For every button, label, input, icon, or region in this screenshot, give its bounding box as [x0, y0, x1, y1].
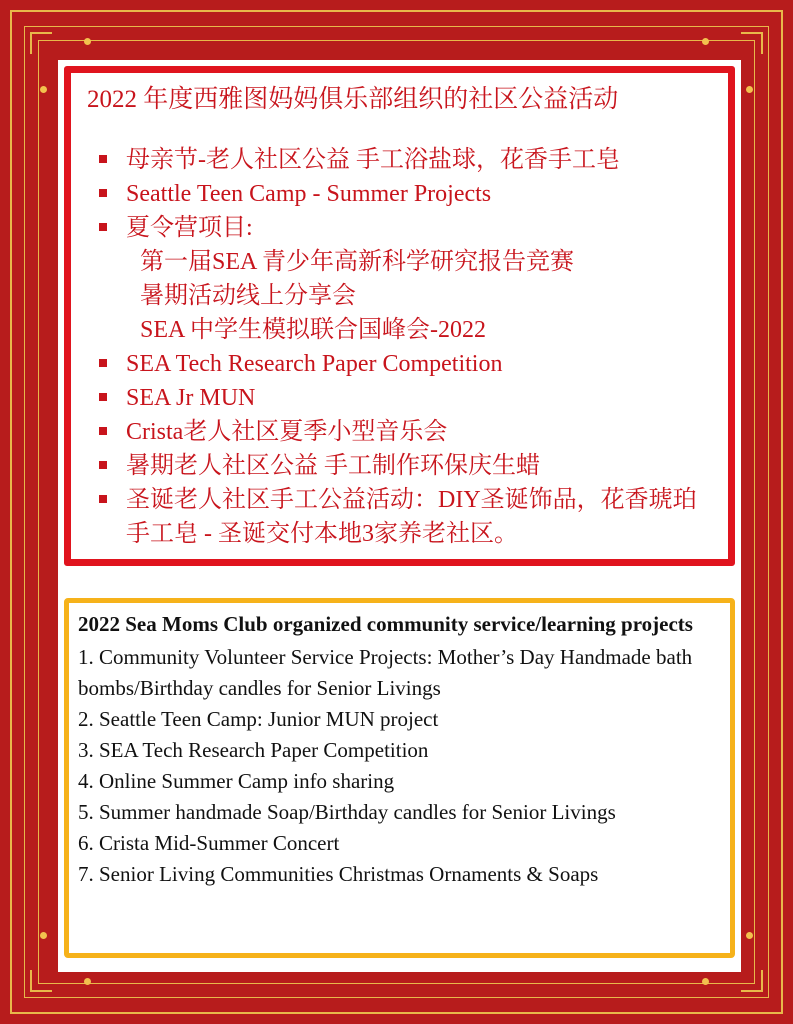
chinese-title: 2022 年度西雅图妈妈俱乐部组织的社区公益活动 [87, 86, 619, 113]
gold-dot [746, 86, 753, 93]
sub-list-item: SEA 中学生模拟联合国峰会-2022 [140, 317, 487, 343]
list-item: 4. Online Summer Camp info sharing [78, 769, 395, 793]
gold-dot [84, 38, 91, 45]
corner-ornament-bottom-right [741, 970, 763, 992]
square-bullet-icon [99, 359, 107, 367]
list-item: 暑期老人社区公益 手工制作环保庆生蜡 [87, 449, 718, 483]
list-item: 7. Senior Living Communities Christmas Ornaments & Soaps [78, 862, 599, 886]
list-item: 圣诞老人社区手工公益活动：DIY圣诞饰品，花香琥珀手工皂 - 圣诞交付本地3家养老社区。 [87, 483, 718, 551]
gold-dot [746, 932, 753, 939]
square-bullet-icon [99, 393, 107, 401]
square-bullet-icon [99, 155, 107, 163]
sub-list-item: 暑期活动线上分享会 [140, 283, 356, 309]
corner-ornament-top-left [30, 32, 52, 54]
square-bullet-icon [99, 427, 107, 435]
list-item: 6. Crista Mid-Summer Concert [78, 831, 340, 855]
list-item: 5. Summer handmade Soap/Birthday candles for Senior Livings [78, 800, 616, 824]
english-project-list [78, 642, 720, 890]
list-item: 母亲节-老人社区公益 手工浴盐球，花香手工皂 [87, 143, 718, 177]
list-item: SEA Jr MUN [87, 381, 718, 415]
gold-dot [702, 38, 709, 45]
chinese-activities-box [64, 66, 735, 566]
sub-list-item: 第一届SEA 青少年高新科学研究报告竞赛 [140, 249, 575, 275]
list-item: 2. Seattle Teen Camp: Junior MUN project [78, 707, 439, 731]
content-panel [58, 60, 741, 972]
corner-ornament-top-right [741, 32, 763, 54]
list-item: Crista老人社区夏季小型音乐会 [87, 415, 718, 449]
list-item: 3. SEA Tech Research Paper Competition [78, 738, 429, 762]
list-item: 1. Community Volunteer Service Projects: Mother’s Day Handmade bath bombs/Birthday candles for Senior Livings [78, 645, 693, 700]
list-item: Seattle Teen Camp - Summer Projects [87, 177, 718, 211]
list-item: 夏令营项目: 第一届SEA 青少年高新科学研究报告竞赛 暑期活动线上分享会 SEA 中学生模拟联合国峰会-2022 [87, 211, 718, 347]
square-bullet-icon [99, 461, 107, 469]
gold-dot [40, 932, 47, 939]
corner-ornament-bottom-left [30, 970, 52, 992]
english-title: 2022 Sea Moms Club organized community service/learning projects [78, 612, 693, 636]
square-bullet-icon [99, 223, 107, 231]
english-projects-box [64, 598, 735, 958]
square-bullet-icon [99, 495, 107, 503]
square-bullet-icon [99, 189, 107, 197]
camp-sub-list [126, 245, 718, 347]
list-item: SEA Tech Research Paper Competition [87, 347, 718, 381]
gold-dot [40, 86, 47, 93]
gold-dot [702, 978, 709, 985]
chinese-activity-list [87, 143, 718, 551]
gold-dot [84, 978, 91, 985]
